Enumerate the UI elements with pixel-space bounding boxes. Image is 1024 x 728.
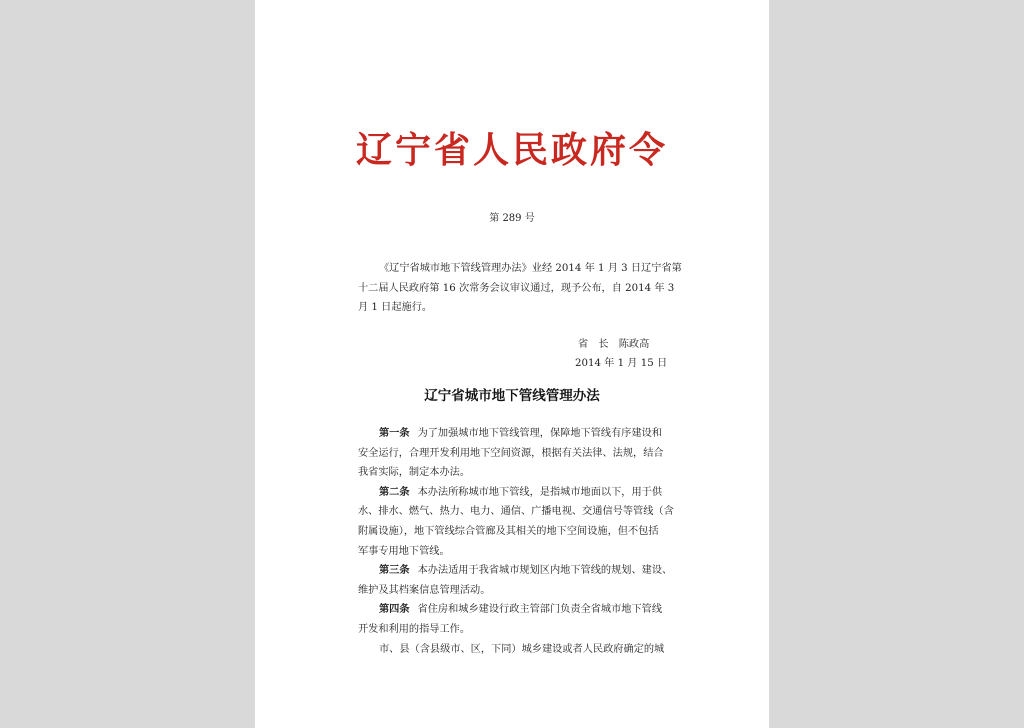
article-text: 省住房和城乡建设行政主管部门负责全省城市地下管线 [417,604,663,616]
article-label: 第二条 [379,485,410,498]
article-label: 第四条 [379,603,410,616]
signature-date: 2014 年 1 月 15 日 [575,358,668,369]
article-first-line [358,483,674,503]
article-label: 第三条 [379,564,410,577]
article-first-line [358,424,674,444]
article-line: 开发和利用的指导工作。 [358,623,471,635]
article-line: 安全运行，合理开发利用地下空间资源，根据有关法律、法规，结合 [358,447,664,459]
signatory: 省 长 陈政高 [578,339,650,350]
article-text: 本办法适用于我省城市规划区内地下管线的规划、建设、 [417,565,673,577]
intro-line: 月 1 日起施行。 [358,302,433,314]
intro-line: 《辽宁省城市地下管线管理办法》业经 2014 年 1 月 3 日辽宁省第 [379,263,682,274]
article-line: 市、县（含县级市、区，下同）城乡建设或者人民政府确定的城 [379,643,665,655]
article-label: 第一条 [379,427,410,439]
articles-section [358,424,674,659]
article-line: 附属设施），地下管线综合管廊及其相关的地下空间设施，但不包括 [358,525,659,537]
intro-paragraph [358,259,682,318]
regulation-title: 辽宁省城市地下管线管理办法 [424,388,600,404]
article-first-line [358,561,674,581]
article-line: 军事专用地下管线。 [358,545,450,557]
intro-line: 十二届人民政府第 16 次常务会议审议通过，现予公布，自 2014 年 3 [358,282,675,294]
article-text: 本办法所称城市地下管线，是指城市地面以下，用于供 [417,486,663,498]
article-line: 水、排水、燃气、热力、电力、通信、广播电视、交通信号等管线（含 [358,506,674,518]
article-text: 为了加强城市地下管线管理，保障地下管线有序建设和 [417,428,663,439]
decree-number: 第 289 号 [489,213,535,224]
document-page [255,0,769,728]
article-line: 我省实际，制定本办法。 [358,467,471,479]
article-first-line [358,600,674,620]
decree-title: 辽宁省人民政府令 [355,129,668,171]
article-line: 维护及其档案信息管理活动。 [358,584,491,596]
